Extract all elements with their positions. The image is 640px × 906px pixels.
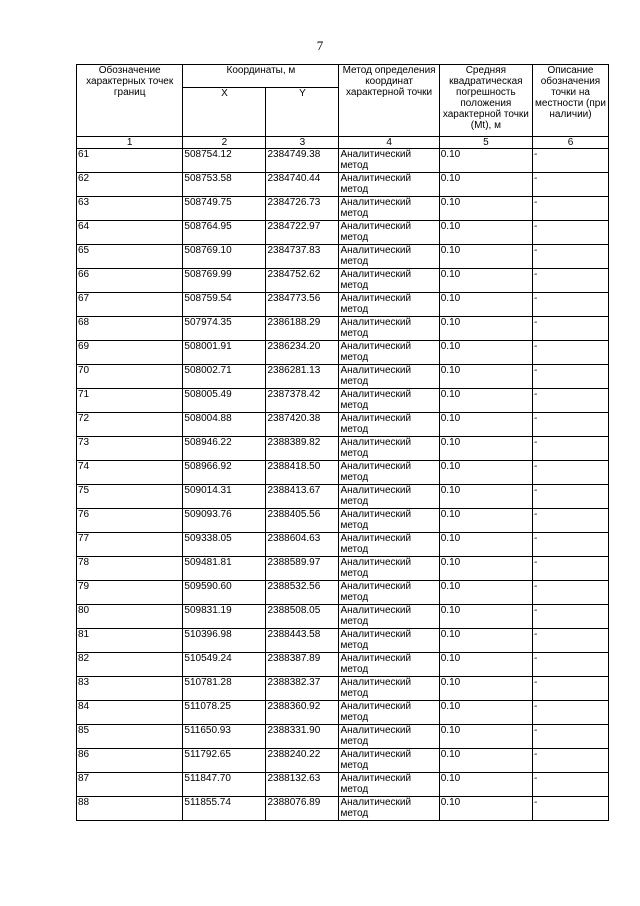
cell-x: 508005.49 bbox=[183, 389, 266, 413]
cell-description: - bbox=[532, 365, 608, 389]
cell-point-number: 62 bbox=[77, 173, 183, 197]
cell-point-number: 64 bbox=[77, 221, 183, 245]
column-number: 6 bbox=[532, 137, 608, 149]
cell-x: 508004.88 bbox=[183, 413, 266, 437]
cell-mean-error: 0.10 bbox=[439, 749, 532, 773]
cell-description: - bbox=[532, 461, 608, 485]
table-row bbox=[77, 293, 609, 317]
cell-mean-error: 0.10 bbox=[439, 533, 532, 557]
table-row bbox=[77, 797, 609, 821]
cell-x: 508759.54 bbox=[183, 293, 266, 317]
table-row bbox=[77, 629, 609, 653]
cell-y: 2388331.90 bbox=[266, 725, 339, 749]
cell-point-number: 87 bbox=[77, 773, 183, 797]
cell-method: Аналитический метод bbox=[339, 365, 439, 389]
cell-description: - bbox=[532, 629, 608, 653]
cell-point-number: 78 bbox=[77, 557, 183, 581]
cell-y: 2386188.29 bbox=[266, 317, 339, 341]
cell-y: 2384740.44 bbox=[266, 173, 339, 197]
cell-x: 508946.22 bbox=[183, 437, 266, 461]
cell-point-number: 63 bbox=[77, 197, 183, 221]
table-row bbox=[77, 605, 609, 629]
cell-description: - bbox=[532, 557, 608, 581]
cell-x: 511650.93 bbox=[183, 725, 266, 749]
column-number: 4 bbox=[339, 137, 439, 149]
cell-method: Аналитический метод bbox=[339, 701, 439, 725]
cell-description: - bbox=[532, 701, 608, 725]
header-y: Y bbox=[266, 88, 339, 137]
cell-mean-error: 0.10 bbox=[439, 341, 532, 365]
table-row bbox=[77, 365, 609, 389]
cell-method: Аналитический метод bbox=[339, 557, 439, 581]
cell-y: 2388076.89 bbox=[266, 797, 339, 821]
cell-point-number: 70 bbox=[77, 365, 183, 389]
cell-mean-error: 0.10 bbox=[439, 773, 532, 797]
cell-method: Аналитический метод bbox=[339, 749, 439, 773]
cell-x: 511847.70 bbox=[183, 773, 266, 797]
cell-point-number: 80 bbox=[77, 605, 183, 629]
cell-y: 2388413.67 bbox=[266, 485, 339, 509]
cell-mean-error: 0.10 bbox=[439, 173, 532, 197]
cell-point-number: 84 bbox=[77, 701, 183, 725]
cell-mean-error: 0.10 bbox=[439, 293, 532, 317]
cell-method: Аналитический метод bbox=[339, 653, 439, 677]
cell-mean-error: 0.10 bbox=[439, 149, 532, 173]
cell-y: 2387420.38 bbox=[266, 413, 339, 437]
cell-method: Аналитический метод bbox=[339, 629, 439, 653]
table-row bbox=[77, 173, 609, 197]
cell-point-number: 71 bbox=[77, 389, 183, 413]
cell-description: - bbox=[532, 221, 608, 245]
cell-description: - bbox=[532, 797, 608, 821]
cell-x: 509481.81 bbox=[183, 557, 266, 581]
cell-x: 511078.25 bbox=[183, 701, 266, 725]
header-coordinates: Координаты, м bbox=[183, 65, 339, 88]
header-point-designation: Обозначение характерных точек границ bbox=[77, 65, 183, 137]
cell-mean-error: 0.10 bbox=[439, 653, 532, 677]
cell-y: 2388418.50 bbox=[266, 461, 339, 485]
cell-description: - bbox=[532, 509, 608, 533]
cell-y: 2388240.22 bbox=[266, 749, 339, 773]
cell-description: - bbox=[532, 317, 608, 341]
cell-description: - bbox=[532, 173, 608, 197]
table-row bbox=[77, 341, 609, 365]
cell-mean-error: 0.10 bbox=[439, 437, 532, 461]
table-row bbox=[77, 701, 609, 725]
cell-point-number: 74 bbox=[77, 461, 183, 485]
cell-description: - bbox=[532, 749, 608, 773]
column-number: 3 bbox=[266, 137, 339, 149]
cell-point-number: 83 bbox=[77, 677, 183, 701]
cell-description: - bbox=[532, 149, 608, 173]
table-row bbox=[77, 413, 609, 437]
table-row bbox=[77, 485, 609, 509]
cell-mean-error: 0.10 bbox=[439, 197, 532, 221]
cell-method: Аналитический метод bbox=[339, 173, 439, 197]
cell-y: 2388405.56 bbox=[266, 509, 339, 533]
cell-mean-error: 0.10 bbox=[439, 677, 532, 701]
cell-method: Аналитический метод bbox=[339, 293, 439, 317]
table-row bbox=[77, 197, 609, 221]
table-row bbox=[77, 557, 609, 581]
cell-x: 508749.75 bbox=[183, 197, 266, 221]
cell-y: 2384752.62 bbox=[266, 269, 339, 293]
cell-description: - bbox=[532, 389, 608, 413]
table-row bbox=[77, 509, 609, 533]
cell-point-number: 77 bbox=[77, 533, 183, 557]
cell-y: 2388132.63 bbox=[266, 773, 339, 797]
cell-x: 509338.05 bbox=[183, 533, 266, 557]
cell-point-number: 76 bbox=[77, 509, 183, 533]
cell-method: Аналитический метод bbox=[339, 605, 439, 629]
cell-description: - bbox=[532, 773, 608, 797]
cell-x: 508001.91 bbox=[183, 341, 266, 365]
cell-y: 2388382.37 bbox=[266, 677, 339, 701]
cell-method: Аналитический метод bbox=[339, 317, 439, 341]
cell-x: 510396.98 bbox=[183, 629, 266, 653]
cell-mean-error: 0.10 bbox=[439, 461, 532, 485]
table-row bbox=[77, 149, 609, 173]
cell-mean-error: 0.10 bbox=[439, 557, 532, 581]
cell-method: Аналитический метод bbox=[339, 677, 439, 701]
cell-description: - bbox=[532, 653, 608, 677]
cell-method: Аналитический метод bbox=[339, 341, 439, 365]
table-row bbox=[77, 437, 609, 461]
cell-description: - bbox=[532, 581, 608, 605]
cell-y: 2384737.83 bbox=[266, 245, 339, 269]
cell-point-number: 88 bbox=[77, 797, 183, 821]
cell-description: - bbox=[532, 269, 608, 293]
cell-method: Аналитический метод bbox=[339, 437, 439, 461]
cell-point-number: 72 bbox=[77, 413, 183, 437]
cell-x: 510781.28 bbox=[183, 677, 266, 701]
coordinates-table bbox=[76, 64, 609, 821]
cell-mean-error: 0.10 bbox=[439, 221, 532, 245]
table-row bbox=[77, 725, 609, 749]
cell-method: Аналитический метод bbox=[339, 533, 439, 557]
cell-description: - bbox=[532, 197, 608, 221]
header-description: Описание обозначения точки на местности (при наличии) bbox=[532, 65, 608, 137]
cell-x: 508002.71 bbox=[183, 365, 266, 389]
cell-point-number: 75 bbox=[77, 485, 183, 509]
table-row bbox=[77, 677, 609, 701]
cell-mean-error: 0.10 bbox=[439, 581, 532, 605]
cell-method: Аналитический метод bbox=[339, 485, 439, 509]
cell-x: 508764.95 bbox=[183, 221, 266, 245]
cell-method: Аналитический метод bbox=[339, 581, 439, 605]
column-number: 2 bbox=[183, 137, 266, 149]
cell-point-number: 69 bbox=[77, 341, 183, 365]
cell-point-number: 73 bbox=[77, 437, 183, 461]
cell-point-number: 81 bbox=[77, 629, 183, 653]
cell-description: - bbox=[532, 437, 608, 461]
cell-mean-error: 0.10 bbox=[439, 725, 532, 749]
cell-point-number: 79 bbox=[77, 581, 183, 605]
table-row bbox=[77, 749, 609, 773]
cell-method: Аналитический метод bbox=[339, 389, 439, 413]
cell-method: Аналитический метод bbox=[339, 413, 439, 437]
cell-point-number: 61 bbox=[77, 149, 183, 173]
table-row bbox=[77, 461, 609, 485]
cell-y: 2388389.82 bbox=[266, 437, 339, 461]
cell-x: 507974.35 bbox=[183, 317, 266, 341]
cell-x: 508966.92 bbox=[183, 461, 266, 485]
cell-method: Аналитический метод bbox=[339, 773, 439, 797]
cell-y: 2384773.56 bbox=[266, 293, 339, 317]
cell-x: 509831.19 bbox=[183, 605, 266, 629]
cell-method: Аналитический метод bbox=[339, 725, 439, 749]
cell-point-number: 66 bbox=[77, 269, 183, 293]
cell-method: Аналитический метод bbox=[339, 197, 439, 221]
cell-point-number: 86 bbox=[77, 749, 183, 773]
cell-description: - bbox=[532, 293, 608, 317]
cell-method: Аналитический метод bbox=[339, 509, 439, 533]
cell-description: - bbox=[532, 677, 608, 701]
cell-y: 2384726.73 bbox=[266, 197, 339, 221]
cell-mean-error: 0.10 bbox=[439, 509, 532, 533]
cell-description: - bbox=[532, 245, 608, 269]
cell-mean-error: 0.10 bbox=[439, 389, 532, 413]
cell-x: 511792.65 bbox=[183, 749, 266, 773]
cell-method: Аналитический метод bbox=[339, 245, 439, 269]
cell-point-number: 65 bbox=[77, 245, 183, 269]
table-row bbox=[77, 773, 609, 797]
header-method: Метод определения координат характерной точки bbox=[339, 65, 439, 137]
cell-y: 2384722.97 bbox=[266, 221, 339, 245]
cell-mean-error: 0.10 bbox=[439, 701, 532, 725]
header-x: X bbox=[183, 88, 266, 137]
table-row bbox=[77, 653, 609, 677]
cell-description: - bbox=[532, 413, 608, 437]
cell-mean-error: 0.10 bbox=[439, 605, 532, 629]
cell-method: Аналитический метод bbox=[339, 461, 439, 485]
cell-y: 2387378.42 bbox=[266, 389, 339, 413]
cell-x: 509590.60 bbox=[183, 581, 266, 605]
column-number-row bbox=[77, 137, 609, 149]
table-row bbox=[77, 533, 609, 557]
cell-y: 2388532.56 bbox=[266, 581, 339, 605]
table-row bbox=[77, 581, 609, 605]
cell-x: 509014.31 bbox=[183, 485, 266, 509]
cell-y: 2388360.92 bbox=[266, 701, 339, 725]
cell-description: - bbox=[532, 485, 608, 509]
cell-point-number: 67 bbox=[77, 293, 183, 317]
cell-mean-error: 0.10 bbox=[439, 413, 532, 437]
cell-y: 2384749.38 bbox=[266, 149, 339, 173]
column-number: 5 bbox=[439, 137, 532, 149]
cell-mean-error: 0.10 bbox=[439, 485, 532, 509]
header-mean-error: Средняя квадратическая погрешность положения характерной точки (Mt), м bbox=[439, 65, 532, 137]
cell-point-number: 82 bbox=[77, 653, 183, 677]
cell-y: 2388443.58 bbox=[266, 629, 339, 653]
cell-x: 510549.24 bbox=[183, 653, 266, 677]
cell-mean-error: 0.10 bbox=[439, 317, 532, 341]
cell-y: 2386281.13 bbox=[266, 365, 339, 389]
cell-x: 508769.99 bbox=[183, 269, 266, 293]
cell-method: Аналитический метод bbox=[339, 149, 439, 173]
cell-y: 2388604.63 bbox=[266, 533, 339, 557]
cell-y: 2388508.05 bbox=[266, 605, 339, 629]
cell-point-number: 85 bbox=[77, 725, 183, 749]
table-row bbox=[77, 221, 609, 245]
cell-mean-error: 0.10 bbox=[439, 365, 532, 389]
column-number: 1 bbox=[77, 137, 183, 149]
cell-x: 508754.12 bbox=[183, 149, 266, 173]
cell-x: 509093.76 bbox=[183, 509, 266, 533]
cell-mean-error: 0.10 bbox=[439, 269, 532, 293]
table-row bbox=[77, 269, 609, 293]
page-number: 7 bbox=[316, 38, 324, 53]
table-row bbox=[77, 389, 609, 413]
cell-mean-error: 0.10 bbox=[439, 245, 532, 269]
cell-description: - bbox=[532, 725, 608, 749]
cell-method: Аналитический метод bbox=[339, 269, 439, 293]
table-body bbox=[77, 149, 609, 821]
cell-mean-error: 0.10 bbox=[439, 797, 532, 821]
table-row bbox=[77, 317, 609, 341]
cell-description: - bbox=[532, 533, 608, 557]
cell-y: 2388387.89 bbox=[266, 653, 339, 677]
cell-method: Аналитический метод bbox=[339, 221, 439, 245]
cell-x: 508769.10 bbox=[183, 245, 266, 269]
cell-x: 511855.74 bbox=[183, 797, 266, 821]
cell-point-number: 68 bbox=[77, 317, 183, 341]
cell-description: - bbox=[532, 341, 608, 365]
cell-y: 2388589.97 bbox=[266, 557, 339, 581]
cell-x: 508753.58 bbox=[183, 173, 266, 197]
cell-y: 2386234.20 bbox=[266, 341, 339, 365]
table-row bbox=[77, 245, 609, 269]
cell-mean-error: 0.10 bbox=[439, 629, 532, 653]
cell-description: - bbox=[532, 605, 608, 629]
cell-method: Аналитический метод bbox=[339, 797, 439, 821]
